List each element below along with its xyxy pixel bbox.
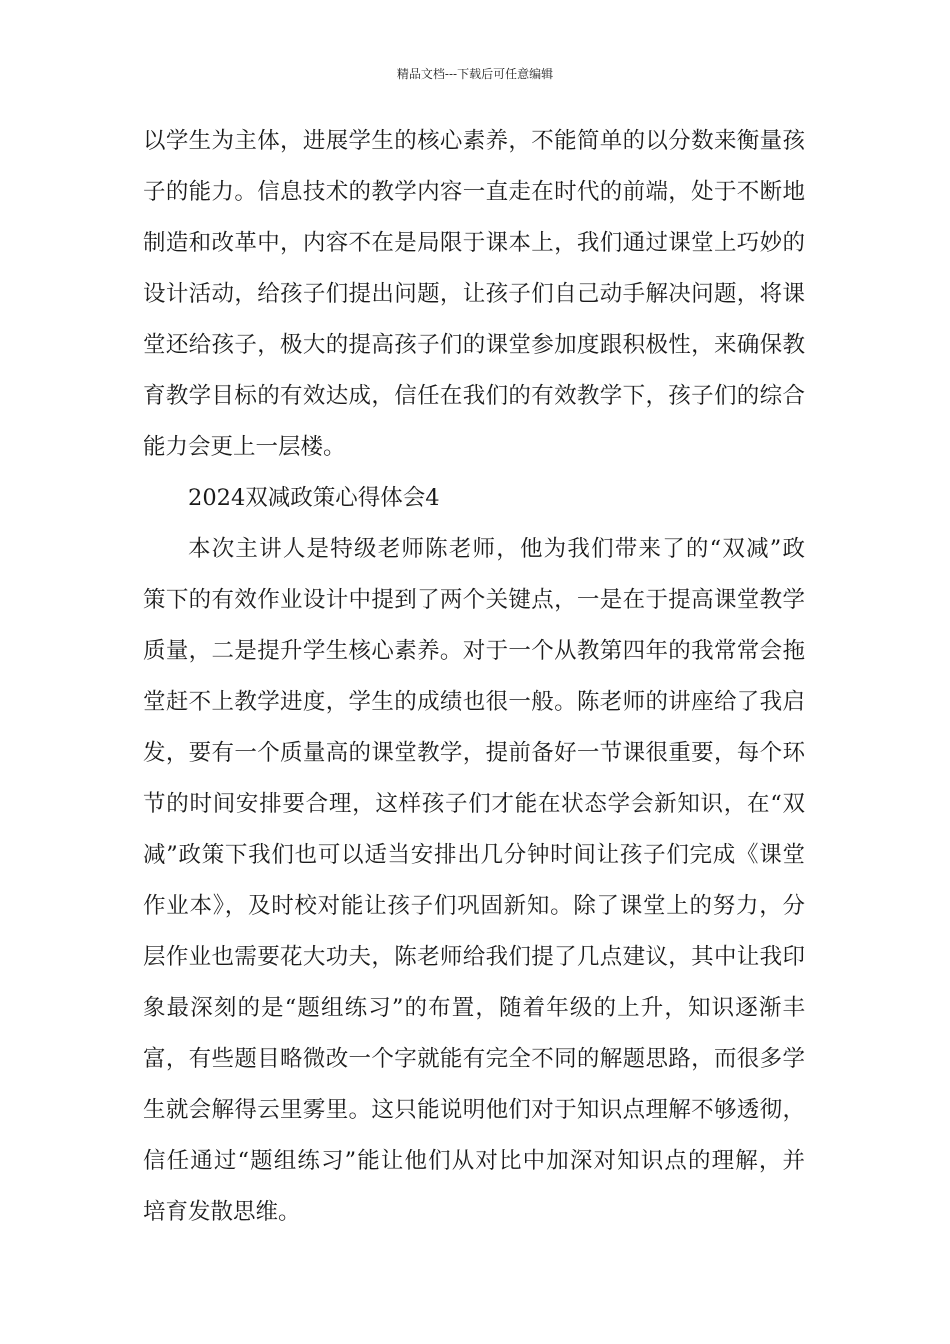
text-line: 信任通过“题组练习”能让他们从对比中加深对知识点的理解，并 [143, 1148, 805, 1174]
text-line: 策下的有效作业设计中提到了两个关键点，一是在于提高课堂教学 [143, 587, 805, 613]
text-line: 堂还给孩子，极大的提高孩子们的课堂参加度跟积极性，来确保教 [143, 332, 805, 358]
text-line: 节的时间安排要合理，这样孩子们才能在状态学会新知识，在“双 [143, 791, 805, 817]
text-line: 减”政策下我们也可以适当安排出几分钟时间让孩子们完成《课堂 [143, 842, 805, 868]
text-line: 发，要有一个质量高的课堂教学，提前备好一节课很重要，每个环 [143, 740, 805, 766]
section-title: 2024双减政策心得体会4 [188, 485, 440, 511]
text-line: 生就会解得云里雾里。这只能说明他们对于知识点理解不够透彻， [143, 1097, 805, 1123]
paragraph-1 [143, 126, 805, 483]
document-body [143, 126, 805, 1248]
text-line: 设计活动，给孩子们提出问题，让孩子们自己动手解决问题，将课 [143, 281, 805, 307]
text-line: 培育发散思维。 [143, 1199, 301, 1225]
text-line: 本次主讲人是特级老师陈老师，他为我们带来了的“双减”政 [188, 536, 805, 562]
text-line: 能力会更上一层楼。 [143, 434, 346, 460]
text-line: 富，有些题目略微改一个字就能有完全不同的解题思路，而很多学 [143, 1046, 805, 1072]
paragraph-2 [143, 534, 805, 1248]
text-line: 制造和改革中，内容不在是局限于课本上，我们通过课堂上巧妙的 [143, 230, 805, 256]
page-header: 精品文档---下载后可任意编辑 [396, 67, 554, 81]
text-line: 堂赶不上教学进度，学生的成绩也很一般。陈老师的讲座给了我启 [143, 689, 805, 715]
text-line: 象最深刻的是“题组练习”的布置，随着年级的上升，知识逐渐丰 [143, 995, 805, 1021]
text-line: 子的能力。信息技术的教学内容一直走在时代的前端，处于不断地 [143, 179, 805, 205]
text-line: 质量，二是提升学生核心素养。对于一个从教第四年的我常常会拖 [143, 638, 805, 664]
text-line: 以学生为主体，进展学生的核心素养，不能简单的以分数来衡量孩 [143, 128, 805, 154]
text-line: 作业本》，及时校对能让孩子们巩固新知。除了课堂上的努力，分 [143, 893, 805, 919]
text-line: 育教学目标的有效达成，信任在我们的有效教学下，孩子们的综合 [143, 383, 805, 409]
text-line: 层作业也需要花大功夫，陈老师给我们提了几点建议，其中让我印 [143, 944, 805, 970]
